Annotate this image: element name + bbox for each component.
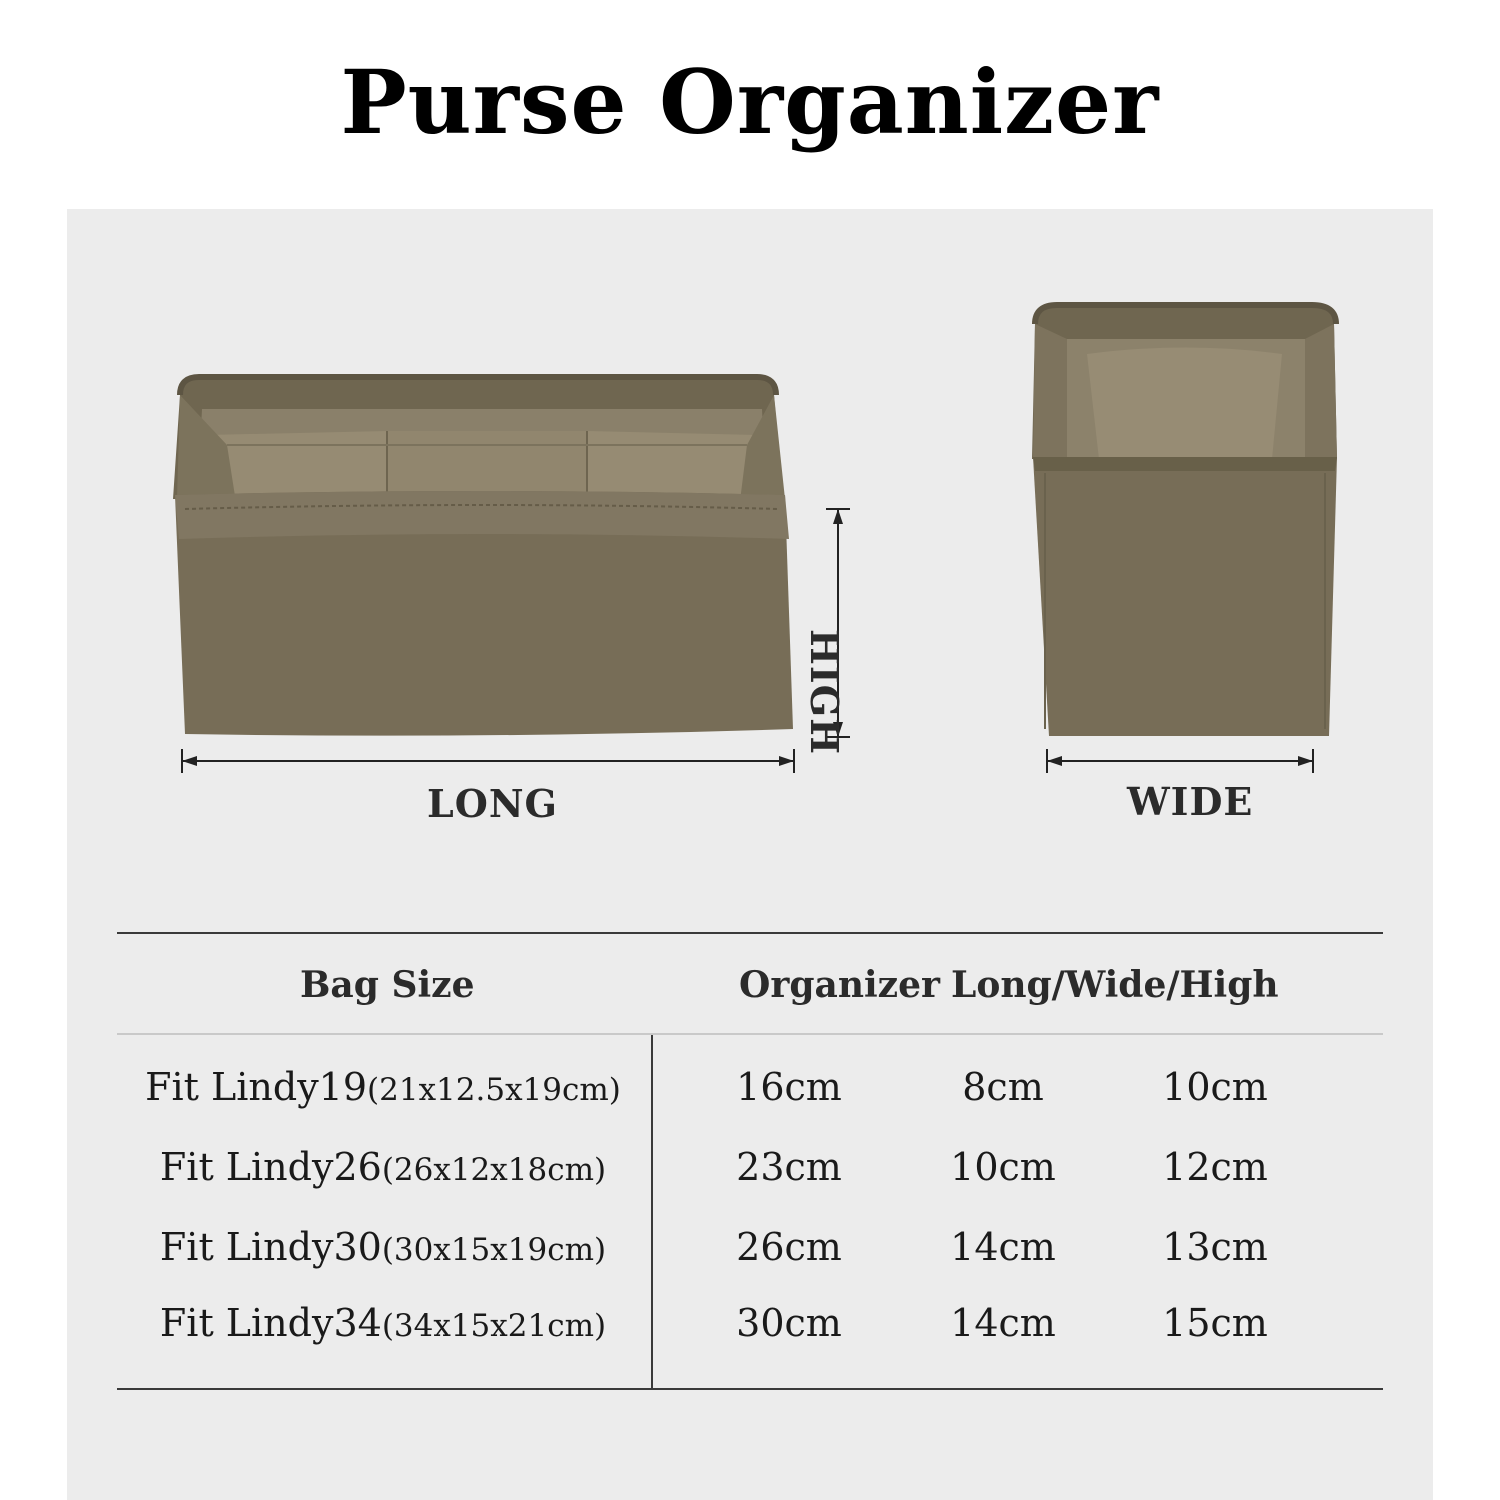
bag-name: Fit Lindy19 (145, 1065, 368, 1109)
header-dimensions: Long/Wide/High (951, 964, 1279, 1006)
header-organizer: Organizer (739, 964, 940, 1006)
organizer-high-cell: 12cm (1162, 1145, 1268, 1189)
organizer-wide-cell: 8cm (962, 1065, 1044, 1109)
bag-dimensions: (30x15x19cm) (381, 1232, 607, 1268)
bag-size-cell (91, 1301, 675, 1345)
header-bag-size: Bag Size (300, 964, 475, 1006)
organizer-long-cell: 23cm (736, 1145, 842, 1189)
long-organizer-image (173, 377, 793, 736)
organizer-high-cell: 15cm (1162, 1301, 1268, 1345)
wide-dimension-arrow (1047, 749, 1313, 773)
high-label: HIGH (802, 629, 847, 756)
long-label: LONG (427, 781, 559, 826)
bag-dimensions: (26x12x18cm) (381, 1152, 607, 1188)
organizer-high-cell: 13cm (1162, 1225, 1268, 1269)
table-row (67, 1225, 1433, 1285)
table-row (67, 1065, 1433, 1125)
table-header-divider (117, 1033, 1383, 1035)
long-dimension-arrow (182, 749, 794, 773)
table-row (67, 1301, 1433, 1361)
bag-name: Fit Lindy26 (159, 1145, 382, 1189)
organizer-wide-cell: 14cm (950, 1225, 1056, 1269)
organizer-long-cell: 30cm (736, 1301, 842, 1345)
wide-organizer-image (1032, 305, 1337, 736)
bag-dimensions: (34x15x21cm) (381, 1308, 607, 1344)
table-row (67, 1145, 1433, 1205)
organizer-long-cell: 16cm (736, 1065, 842, 1109)
bag-size-cell (91, 1145, 675, 1189)
bag-name: Fit Lindy30 (159, 1225, 382, 1269)
table-top-divider (117, 932, 1383, 934)
organizer-long-cell: 26cm (736, 1225, 842, 1269)
product-panel (67, 209, 1433, 1500)
bag-dimensions: (21x12.5x19cm) (367, 1072, 621, 1108)
bag-size-cell (91, 1065, 675, 1109)
organizer-wide-cell: 10cm (950, 1145, 1056, 1189)
bag-size-cell (91, 1225, 675, 1269)
page-title: Purse Organizer (340, 50, 1160, 154)
wide-label: WIDE (1127, 779, 1254, 824)
organizer-high-cell: 10cm (1162, 1065, 1268, 1109)
organizer-wide-cell: 14cm (950, 1301, 1056, 1345)
table-bottom-divider (117, 1388, 1383, 1390)
bag-name: Fit Lindy34 (159, 1301, 382, 1345)
